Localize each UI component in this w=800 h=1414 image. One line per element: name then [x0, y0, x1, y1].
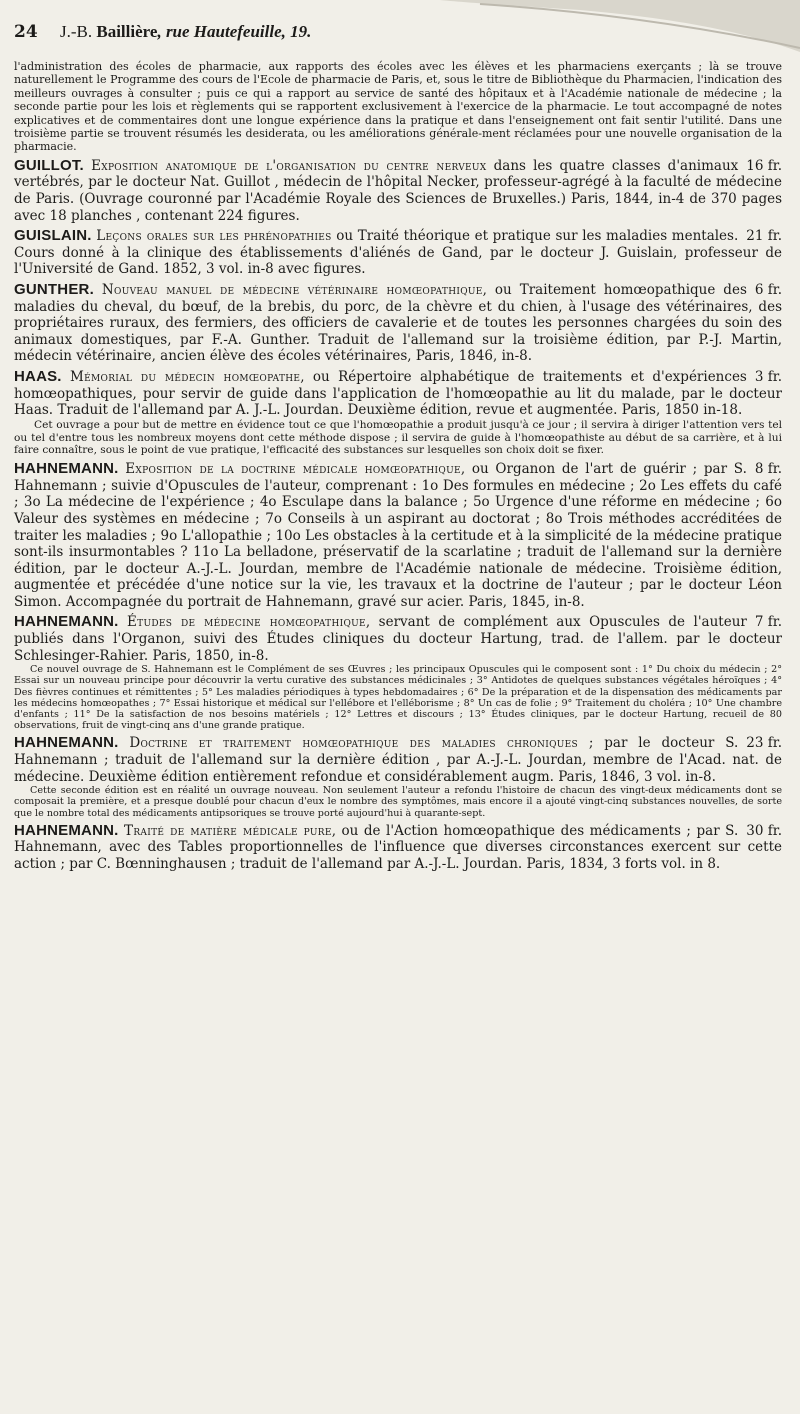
entry-title: Traité de matière médicale pure	[124, 822, 332, 839]
entry-body: , ou Répertoire alphabétique de traitements et d'expériences homœopathiques, pour servir de guide dans l'application de l'homœopathie au lit du malade, par le docteur Haas. Traduit de l'allemand par A. J.-L. Jourdan. Deuxième édition, revue et augmentée. Paris, 1850 in-18.	[14, 368, 782, 419]
catalog-entry-hahnemann-matiere	[14, 823, 782, 873]
price: 8 fr.	[754, 461, 782, 478]
publisher-address: , rue Hautefeuille, 19.	[157, 22, 312, 41]
page-number: 24	[14, 22, 38, 42]
catalog-entry-hahnemann-etudes	[14, 614, 782, 731]
entry-note: Cet ouvrage a pour but de mettre en évidence tout ce que l'homœopathie a produit jusqu'à ce jour ; il servira à diriger l'attention vers tel ou tel d'entre tous les nombreux moyens dont cette méthode dispose ; il servira de guide à l'homœopathiste au début de sa carrière, et à lui faire connaître, sous le point de vue pratique, l'efficacité des substances sur lesquelles son choix doit se fixer.	[14, 418, 782, 457]
publisher-name: Baillière	[96, 22, 158, 41]
entry-title: Nouveau manuel de médecine vétérinaire homœopathique	[101, 282, 483, 298]
price: 7 fr.	[754, 614, 782, 631]
entry-title: Doctrine et traitement homœopathique des maladies chroniques	[129, 735, 578, 752]
price: 16 fr.	[746, 157, 782, 174]
price: 3 fr.	[754, 368, 782, 385]
entry-body: , ou Organon de l'art de guérir ; par S. Hahnemann ; suivie d'Opuscules de l'auteur, comprenant : 1o Des formules en médecine ; 2o Les effets du café ; 3o La médecine de l'expérience ; 4o Esculape dans la balance ; 5o Urgence d'une réforme en médecine ; 6o Valeur des systèmes en médecine ; 7o Conseils à un aspirant au doctorat ; 8o Trois méthodes accréditées de traiter les maladies ; 9o L'allopathie ; 10o Les obstacles à la certitude et à la simplicité de la médecine pratique sont-ils insurmontables ? 11o La belladone, préservatif de la scarlatine ; traduit de l'allemand sur la dernière édition, par le docteur A.-J.-L. Jourdan, membre de l'Académie nationale de médecine. Troisième édition, augmentée et précédée d'une notice sur la vie, les travaux et la doctrine de l'auteur ; par le docteur Léon Simon. Accompagnée du portrait de Hahnemann, gravé sur acier. Paris, 1845, in-8.	[14, 461, 782, 610]
author-name: HAHNEMANN.	[14, 613, 119, 631]
entry-title: Études de médecine homœopathique	[126, 614, 366, 631]
author-name: HAHNEMANN.	[14, 734, 119, 752]
entry-note: Cette seconde édition est en réalité un ouvrage nouveau. Non seulement l'auteur a refondu l'histoire de chacun des vingt-deux médicaments dont se composait la première, et a presque doublé pour chacun d'eux le nombre des symptômes, mais encore il a ajouté vingt-cinq substances nouvelles, de sorte que le nombre total des médicaments antipsoriques se trouve porté aujourd'hui à quarante-sept.	[14, 785, 782, 819]
price: 23 fr.	[746, 735, 782, 752]
author-name: GUNTHER.	[14, 281, 94, 298]
entry-note: Ce nouvel ouvrage de S. Hahnemann est le Complément de ses Œuvres ; les principaux Opuscules qui le composent sont : 1° Du choix du médecin ; 2° Essai sur un nouveau principe pour découvrir la vertu curative des substances médicinales ; 3° Antidotes de quelques substances végétales héroïques ; 4° Des fièvres continues et rémittentes ; 5° Les maladies périodiques à types hebdomadaires ; 6° De la préparation et de la dispensation des médicaments par les médecins homœopathes ; 7° Essai historique et médical sur l'ellébore et l'elléborisme ; 8° Un cas de folie ; 9° Traitement du choléra ; 10° Une chambre d'enfants ; 11° De la satisfaction de nos besoins matériels ; 12° Lettres et discours ; 13° Études cliniques, par le docteur Hartung, recueil de 80 observations, fruit de vingt-cinq ans d'une grande pratique.	[14, 664, 782, 732]
catalog-entry-haas	[14, 369, 782, 457]
author-name: GUILLOT.	[14, 156, 84, 174]
catalog-entry-gunther	[14, 282, 782, 365]
price: 30 fr.	[746, 822, 782, 839]
catalog-entry-guislain	[14, 228, 782, 278]
running-head-prefix: J.-B.	[60, 22, 97, 41]
entry-body: , ou Traitement homœopathique des maladies du cheval, du bœuf, de la brebis, du porc, de la chèvre et du chien, à l'usage des vétérinaires, des propriétaires ruraux, des fermiers, des officiers de cavalerie et de toutes les personnes chargées du soin des animaux domestiques, par F.-A. Gunther. Traduit de l'allemand sur la troisième édition, par P.-J. Martin, médecin vétérinaire, ancien élève des écoles vétérinaires, Paris, 1846, in-8.	[14, 282, 782, 365]
catalog-entry-guillot	[14, 158, 782, 224]
entry-body: ; par le docteur S. Hahnemann ; traduit de l'allemand sur la dernière édition , par A.-J.-L. Jourdan, membre de l'Acad. nat. de médecine. Deuxième édition entièrement refondue et considérablement augm. Paris, 1846, 3 vol. in-8.	[14, 735, 782, 785]
price: 21 fr.	[746, 228, 782, 245]
author-name: HAHNEMANN.	[14, 460, 119, 478]
entry-body: ou Traité théorique et pratique sur les maladies mentales. Cours donné à la clinique des établissements d'aliénés de Gand, par le docteur J. Guislain, professeur de l'Université de Gand. 1852, 3 vol. in-8 avec figures.	[14, 228, 782, 278]
catalog-entry-hahnemann-organon	[14, 461, 782, 610]
entry-body: dans les quatre classes d'animaux vertébrés, par le docteur Nat. Guillot , médecin de l'hôpital Necker, professeur-agrégé à la faculté de médecine de Paris. (Ouvrage couronné par l'Académie Royale des Sciences de Bruxelles.) Paris, 1844, in-4 de 370 pages avec 18 planches , contenant 224 figures.	[14, 157, 782, 224]
entry-title: Leçons orales sur les phrénopathies	[96, 228, 332, 245]
intro-paragraph: l'administration des écoles de pharmacie, aux rapports des écoles avec les élèves et les pharmaciens exerçants ; là se trouve naturellement le Programme des cours de l'Ecole de pharmacie de Paris, et, sous le titre de Bibliothèque du Pharmacien, l'indication des meilleurs ouvrages à consulter ; puis ce qui a rapport au service de santé des hôpitaux et à l'Académie nationale de médecine ; la seconde partie pour les lois et règlements qui se rapportent exclusivement à l'exercice de la pharmacie. Le tout accompagné de notes explicatives et de commentaires dont une longue expérience dans la pratique et dans l'enseignement ont fait sentir l'utilité. Dans une troisième partie se trouvent résumés les desiderata, ou les améliorations générale-ment réclamées pour une nouvelle organisation de la pharmacie.	[14, 60, 782, 154]
author-name: GUISLAIN.	[14, 227, 92, 245]
entry-title: Exposition de la doctrine médicale homœopathique	[125, 461, 461, 478]
author-name: HAAS.	[14, 367, 62, 385]
author-name: HAHNEMANN.	[14, 821, 119, 839]
catalog-entry-hahnemann-chroniques	[14, 735, 782, 818]
entry-body: , servant de complément aux Opuscules de l'auteur publiés dans l'Organon, suivi des Études cliniques du docteur Hartung, trad. de l'allem. par le docteur Schlesinger-Rahier. Paris, 1850, in-8.	[14, 614, 782, 664]
running-head	[60, 22, 311, 42]
entry-body: , ou de l'Action homœopathique des médicaments ; par S. Hahnemann, avec des Tables proportionnelles de l'influence que diverses circonstances exercent sur cette action ; par C. Bœnninghausen ; traduit de l'allemand par A.-J.-L. Jourdan. Paris, 1834, 3 forts vol. in 8.	[14, 822, 782, 873]
page-curl-decoration	[440, 0, 800, 60]
entry-title: Mémorial du médecin homœopathe	[70, 368, 301, 385]
entry-title: Exposition anatomique de l'organisation du centre nerveux	[91, 157, 487, 174]
price: 6 fr.	[754, 282, 782, 298]
